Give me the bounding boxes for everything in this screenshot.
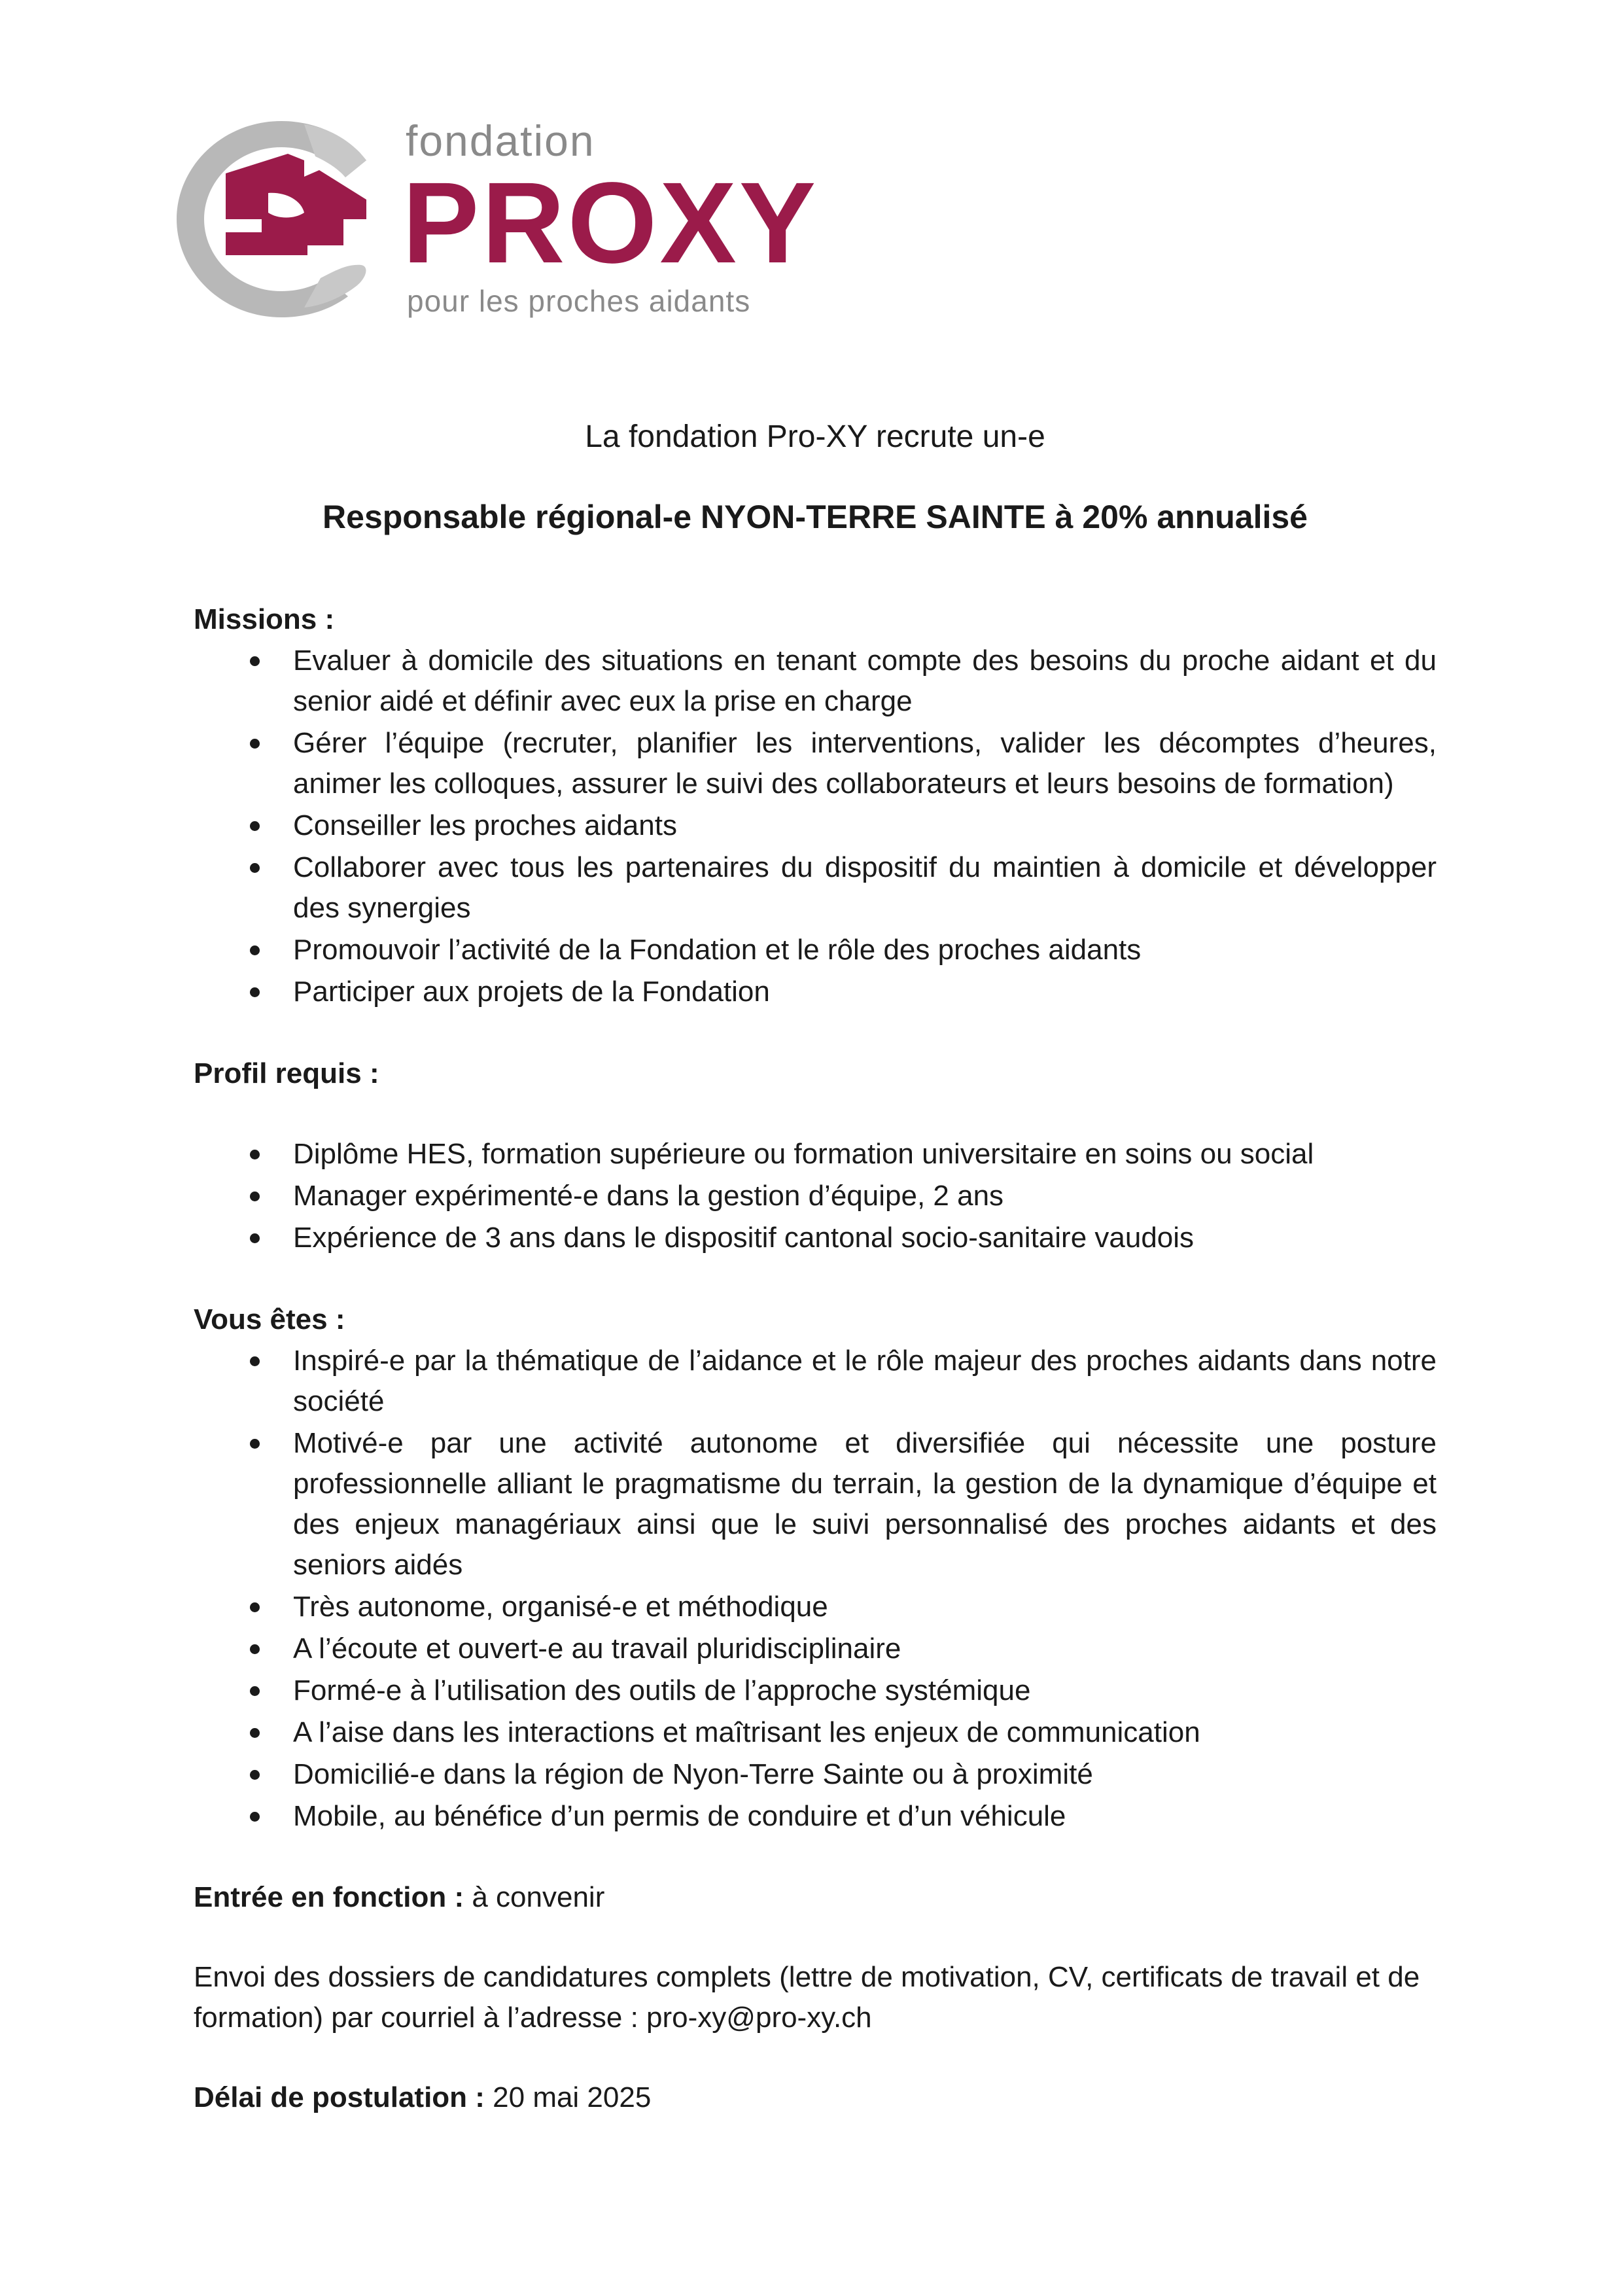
envoi-paragraph: Envoi des dossiers de candidatures complets (lettre de motivation, CV, certificats de travail et de formation) par courriel à l’adresse : pro-xy@pro-xy.ch	[194, 1961, 1420, 2034]
vous-etes-heading: Vous êtes :	[194, 1303, 345, 1335]
list-item: Participer aux projets de la Fondation	[194, 972, 1437, 1012]
missions-list	[194, 641, 1437, 1012]
entree-label: Entrée en fonction :	[194, 1881, 464, 1913]
intro-line: La fondation Pro-XY recrute un-e	[585, 419, 1045, 454]
logo-brand-name: PROXY	[402, 159, 819, 287]
profil-list	[194, 1134, 1437, 1258]
list-item: Mobile, au bénéfice d’un permis de conduire et d’un véhicule	[194, 1796, 1437, 1837]
job-title: Responsable régional-e NYON-TERRE SAINTE à 20% annualisé	[323, 499, 1308, 535]
list-item: A l’écoute et ouvert-e au travail pluridisciplinaire	[194, 1629, 1437, 1669]
list-item: Diplôme HES, formation supérieure ou formation universitaire en soins ou social	[194, 1134, 1437, 1174]
list-item: Promouvoir l’activité de la Fondation et le rôle des proches aidants	[194, 930, 1437, 970]
list-item: Motivé-e par une activité autonome et diversifiée qui nécessite une posture professionnelle alliant le pragmatisme du terrain, la gestion de la dynamique d’équipe et des enjeux managériaux ainsi que le suivi personnalisé des proches aidants et des seniors aidés	[194, 1423, 1437, 1585]
delai-postulation	[194, 2077, 1437, 2118]
logo-tagline: pour les proches aidants	[407, 284, 751, 318]
fondation-proxy-logo	[170, 115, 819, 330]
entree-value: à convenir	[464, 1881, 605, 1913]
delai-value: 20 mai 2025	[484, 2081, 652, 2113]
profil-heading: Profil requis :	[194, 1057, 379, 1089]
list-item: Conseiller les proches aidants	[194, 805, 1437, 846]
list-item: Très autonome, organisé-e et méthodique	[194, 1587, 1437, 1627]
list-item: Manager expérimenté-e dans la gestion d’équipe, 2 ans	[194, 1176, 1437, 1216]
list-item: Collaborer avec tous les partenaires du dispositif du maintien à domicile et développer des synergies	[194, 847, 1437, 928]
list-item: Gérer l’équipe (recruter, planifier les interventions, valider les décomptes d’heures, animer les colloques, assurer le suivi des collaborateurs et leurs besoins de formation)	[194, 723, 1437, 804]
entree-en-fonction	[194, 1877, 1437, 1918]
hands-house-icon	[170, 115, 393, 330]
list-item: Domicilié-e dans la région de Nyon-Terre Sainte ou à proximité	[194, 1754, 1437, 1795]
logo-word-fondation: fondation	[406, 116, 595, 165]
vous-etes-list	[194, 1341, 1437, 1837]
list-item: Expérience de 3 ans dans le dispositif cantonal socio-sanitaire vaudois	[194, 1218, 1437, 1258]
list-item: Inspiré-e par la thématique de l’aidance et le rôle majeur des proches aidants dans notre société	[194, 1341, 1437, 1422]
delai-label: Délai de postulation :	[194, 2081, 485, 2113]
missions-heading: Missions :	[194, 603, 335, 635]
list-item: Formé-e à l’utilisation des outils de l’approche systémique	[194, 1670, 1437, 1711]
list-item: A l’aise dans les interactions et maîtrisant les enjeux de communication	[194, 1712, 1437, 1753]
job-posting-body	[194, 419, 1437, 2118]
list-item: Evaluer à domicile des situations en tenant compte des besoins du proche aidant et du senior aidé et définir avec eux la prise en charge	[194, 641, 1437, 722]
